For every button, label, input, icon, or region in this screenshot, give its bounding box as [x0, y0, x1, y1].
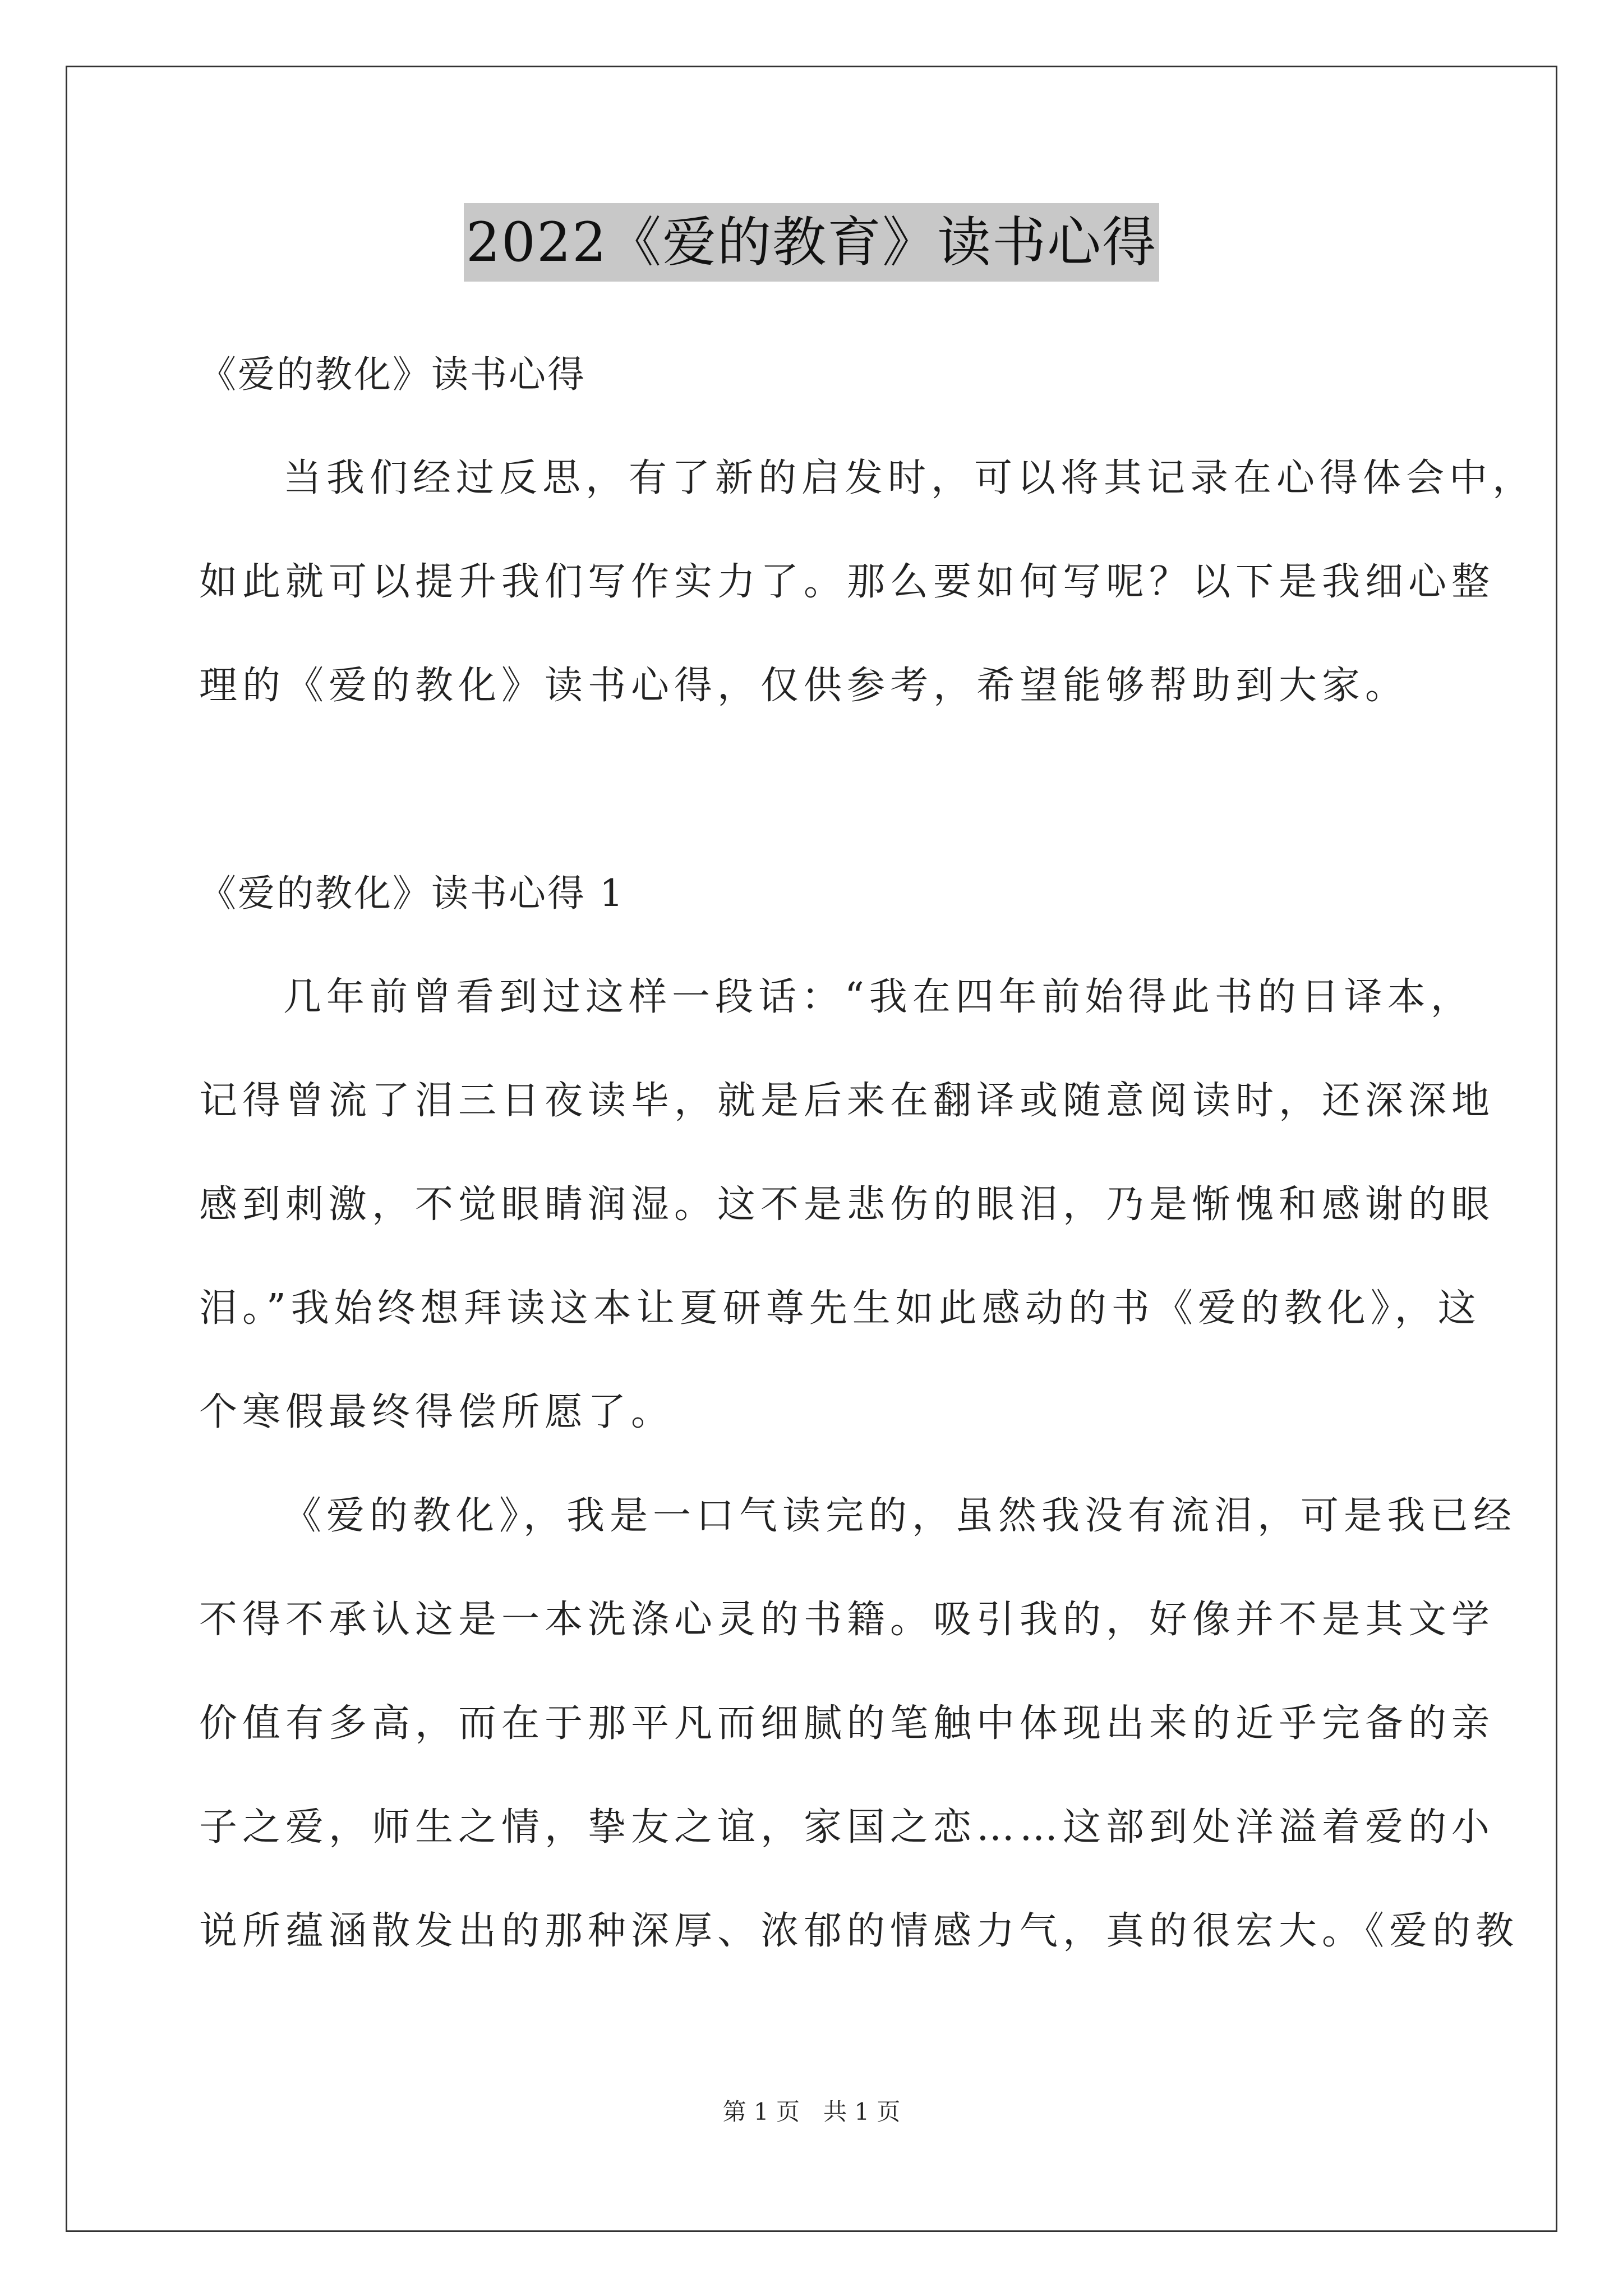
paragraph-line: 理的《爱的教化》读书心得，仅供参考，希望能够帮助到大家。 — [199, 664, 1409, 708]
title-block — [0, 203, 1623, 282]
paragraph-line: 泪。”我始终想拜读这本让夏研尊先生如此感动的书《爱的教化》，这 — [199, 1286, 1481, 1331]
document-title: 2022《爱的教育》读书心得 — [464, 203, 1159, 282]
subtitle: 《爱的教化》读书心得 — [199, 353, 586, 396]
paragraph-line: 记得曾流了泪三日夜读毕，就是后来在翻译或随意阅读时，还深深地 — [199, 1079, 1495, 1123]
paragraph-2 — [199, 1464, 1519, 1983]
intro-paragraph — [199, 426, 1536, 738]
section-heading: 《爱的教化》读书心得 1 — [199, 872, 625, 915]
paragraph-line: 个寒假最终得偿所愿了。 — [199, 1390, 675, 1434]
page-footer — [0, 2095, 1623, 2129]
paragraph-1 — [199, 945, 1495, 1464]
paragraph-line: 子之爱，师生之情，挚友之谊，家国之恋……这部到处洋溢着爱的小 — [199, 1805, 1495, 1849]
blank-line — [199, 738, 1433, 841]
paragraph-line: 不得不承认这是一本洗涤心灵的书籍。吸引我的，好像并不是其文学 — [199, 1598, 1495, 1642]
paragraph-line: 几年前曾看到过这样一段话：“我在四年前始得此书的日译本， — [283, 975, 1474, 1019]
paragraph-line: 当我们经过反思，有了新的启发时，可以将其记录在心得体会中， — [283, 456, 1536, 500]
paragraph-line: 价值有多高，而在于那平凡而细腻的笔触中体现出来的近乎完备的亲 — [199, 1701, 1495, 1746]
page-number: 第 1 页 共 1 页 — [722, 2098, 901, 2125]
paragraph-line: 如此就可以提升我们写作实力了。那么要如何写呢？以下是我细心整 — [199, 560, 1495, 604]
document-body — [199, 323, 1536, 1983]
paragraph-line: 《爱的教化》，我是一口气读完的，虽然我没有流泪，可是我已经 — [283, 1494, 1517, 1538]
paragraph-line: 说所蕴涵散发出的那种深厚、浓郁的情感力气，真的很宏大。《爱的教 — [199, 1909, 1519, 1953]
paragraph-line: 感到刺激，不觉眼睛润湿。这不是悲伤的眼泪，乃是惭愧和感谢的眼 — [199, 1182, 1495, 1227]
